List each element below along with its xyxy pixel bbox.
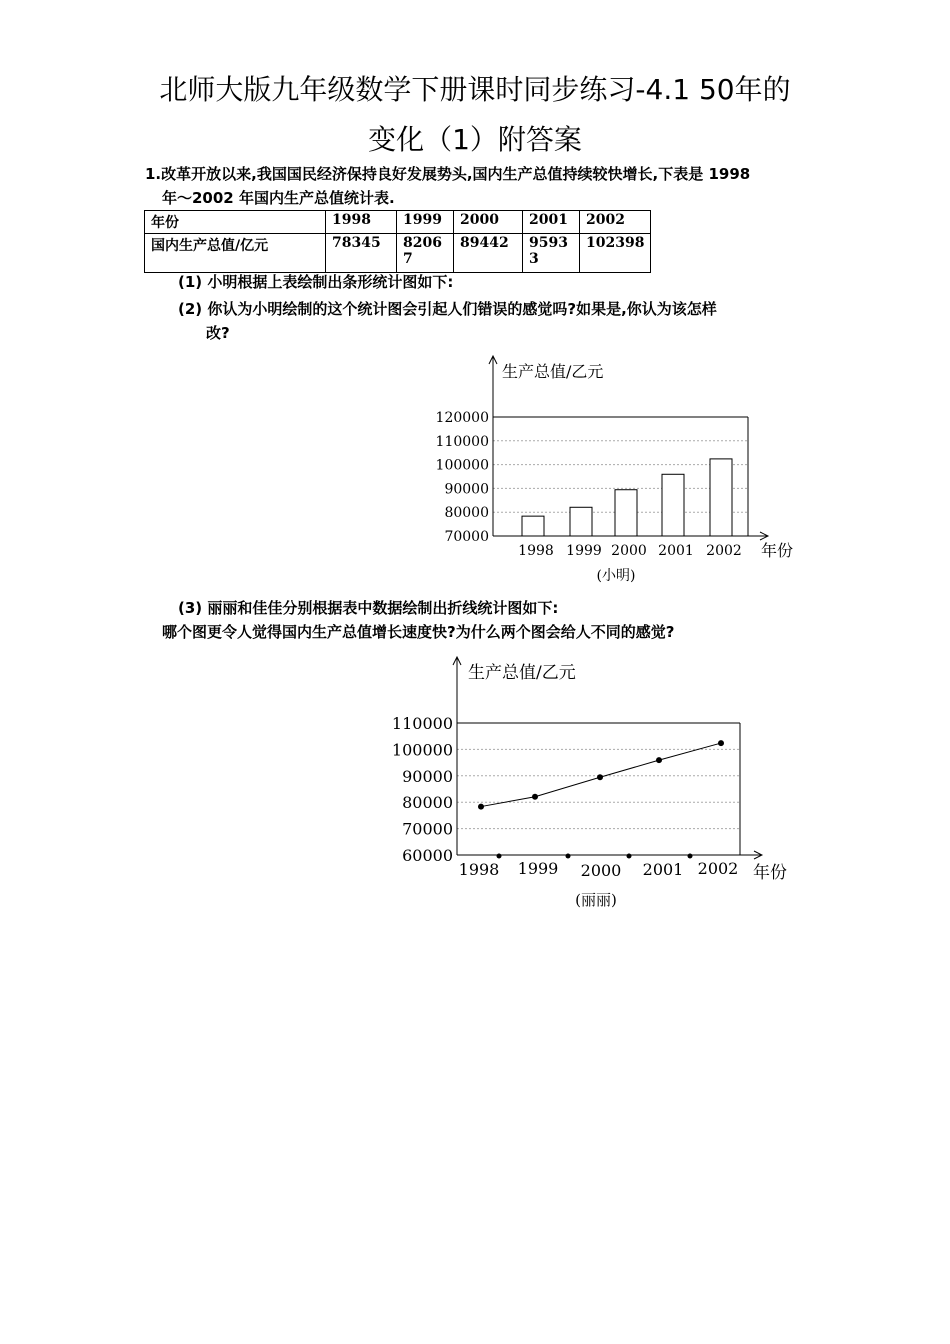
bar-y-axis-label: 生产总值/乙元 — [502, 362, 604, 381]
line-y-tick-label: 60000 — [402, 846, 453, 865]
page-title-line-1: 北师大版九年级数学下册课时同步练习-4.1 50年的 — [159, 73, 791, 106]
line-x-tick-label: 2002 — [697, 859, 739, 878]
bar-y-tick-label: 70000 — [444, 529, 489, 545]
line-x-tick-label: 2000 — [580, 861, 622, 880]
sub-question-3-ask: 哪个图更令人觉得国内生产总值增长速度快?为什么两个图会给人不同的感觉? — [162, 623, 675, 641]
line-x-tick-label: 2001 — [642, 860, 684, 879]
table-cell-gdp-1998: 78345 — [326, 234, 397, 273]
bar-x-tick-label: 2002 — [706, 543, 742, 559]
table-cell-gdp-2000: 89442 — [454, 234, 523, 273]
table-cell-year-1999: 1999 — [397, 211, 454, 234]
line-x-axis-label: 年份 — [753, 863, 787, 883]
line-x-axis-tick-dot — [688, 854, 693, 859]
bar — [615, 490, 637, 536]
bar — [662, 474, 684, 536]
line-point — [656, 757, 662, 763]
sub-question-2-line-2: 改? — [206, 324, 230, 342]
bar-y-tick-label: 120000 — [435, 410, 489, 426]
bar-chart-caption: (小明) — [596, 568, 636, 584]
line-point — [718, 740, 724, 746]
sub-question-2-line-1: (2) 你认为小明绘制的这个统计图会引起人们错误的感觉吗?如果是,你认为该怎样 — [178, 300, 717, 318]
line-y-tick-label: 100000 — [391, 740, 453, 760]
sub-question-3: (3) 丽丽和佳佳分别根据表中数据绘制出折线统计图如下: — [178, 599, 559, 617]
table-cell-gdp-1999: 82067 — [397, 234, 454, 273]
line-y-tick-label: 80000 — [402, 793, 453, 813]
bar-y-tick-label: 100000 — [435, 457, 489, 474]
line-y-tick-label: 110000 — [391, 714, 453, 733]
line-x-axis-tick-dot — [497, 854, 502, 859]
line-x-tick-label: 1998 — [458, 860, 500, 879]
bar-x-tick-label: 1999 — [566, 543, 602, 559]
line-point — [532, 794, 538, 800]
line-chart — [392, 657, 787, 909]
line-y-tick-label: 90000 — [402, 766, 453, 786]
table-cell-year-2002: 2002 — [580, 211, 651, 234]
bar-y-tick-label: 110000 — [435, 433, 489, 450]
line-x-tick-label: 1999 — [517, 859, 559, 878]
bar-y-tick-label: 80000 — [444, 505, 489, 522]
bar-chart — [436, 356, 793, 584]
line-x-axis-tick-dot — [566, 854, 571, 859]
bar-x-tick-label: 1998 — [518, 543, 554, 559]
table-cell-gdp-2001: 95933 — [523, 234, 580, 273]
line-y-axis-label: 生产总值/乙元 — [468, 663, 576, 683]
table-cell-year-2001: 2001 — [523, 211, 580, 234]
question-1-intro-line-1: 1.改革开放以来,我国国民经济保持良好发展势头,国内生产总值持续较快增长,下表是 1998 — [145, 165, 751, 183]
line-chart-caption: (丽丽) — [575, 891, 617, 909]
sub-question-1: (1) 小明根据上表绘制出条形统计图如下: — [178, 273, 454, 291]
bar — [710, 459, 732, 536]
table-cell-year-2000: 2000 — [454, 211, 523, 234]
table-header-year: 年份 — [145, 211, 326, 234]
bar-x-tick-label: 2000 — [611, 543, 647, 559]
line-point — [478, 804, 484, 810]
bar-y-tick-label: 90000 — [444, 481, 489, 498]
table-header-gdp: 国内生产总值/亿元 — [145, 234, 326, 273]
bar — [570, 507, 592, 536]
table-cell-year-1998: 1998 — [326, 211, 397, 234]
question-1-intro-line-2: 年～2002 年国内生产总值统计表. — [162, 189, 395, 207]
bar — [522, 516, 544, 536]
line-y-tick-label: 70000 — [402, 819, 453, 839]
table-cell-gdp-2002: 102398 — [580, 234, 651, 273]
line-point — [597, 774, 603, 780]
bar-x-tick-label: 2001 — [658, 543, 694, 559]
line-x-axis-tick-dot — [627, 854, 632, 859]
bar-x-axis-label: 年份 — [761, 541, 794, 560]
page-title-line-2: 变化（1）附答案 — [368, 123, 582, 156]
